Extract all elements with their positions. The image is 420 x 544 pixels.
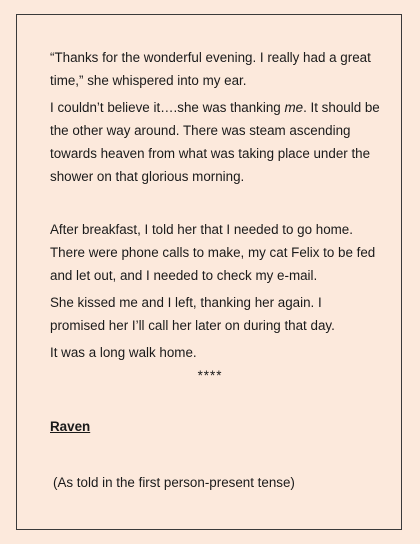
paragraph: After breakfast, I told her that I needed to go home. There were phone calls to make, my cat Felix to be fed and let out, and I needed to check my e-mail. xyxy=(50,222,376,283)
section-separator: **** xyxy=(197,368,223,383)
paragraph xyxy=(50,96,380,188)
emphasized-word: me xyxy=(284,100,304,115)
section-subtitle: (As told in the first person-present tense) xyxy=(53,475,295,490)
section-title: Raven xyxy=(50,419,91,434)
story-text xyxy=(50,46,380,364)
paragraph: It was a long walk home. xyxy=(50,345,197,360)
paragraph: She kissed me and I left, thanking her again. I promised her I’ll call her later on during that day. xyxy=(50,295,335,333)
paragraph: “Thanks for the wonderful evening. I really had a great time,” she whispered into my ear. xyxy=(50,50,371,88)
paragraph-text: I couldn’t believe it….she was thanking xyxy=(50,100,285,115)
paragraph-text: . It should be the other way around. There was steam ascending towards heaven from what was taking place under the shower on that glorious morning. xyxy=(50,100,380,184)
